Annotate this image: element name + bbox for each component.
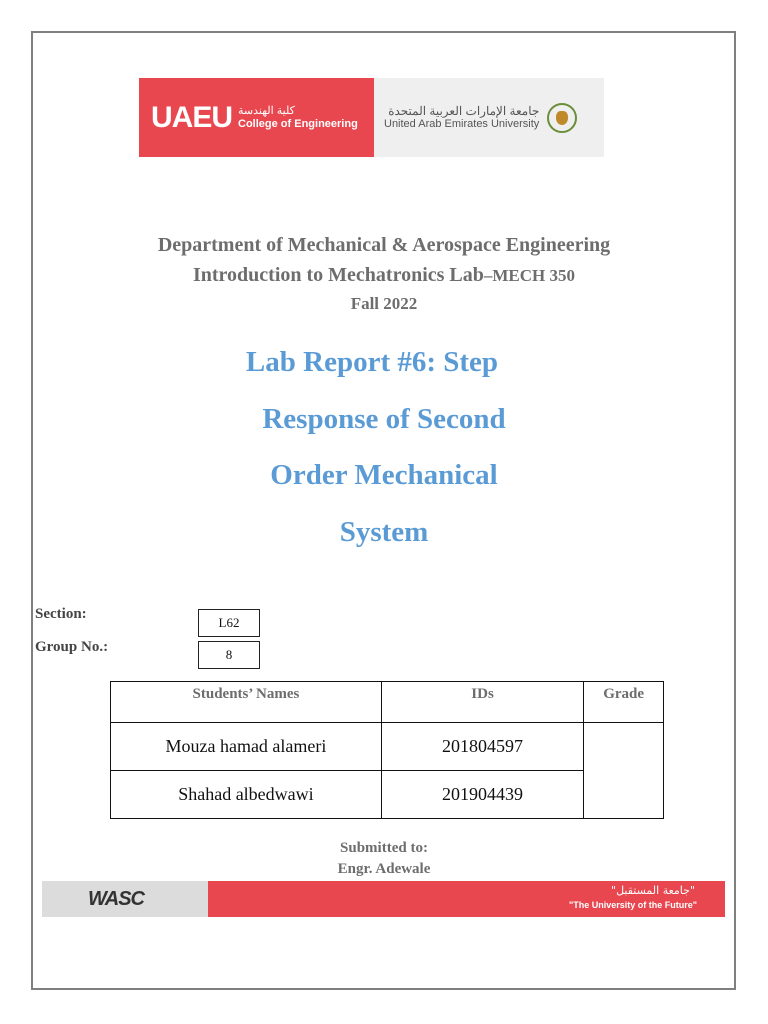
- section-value: L62: [198, 609, 260, 637]
- university-seal-icon: [547, 103, 577, 133]
- table-row: [111, 771, 664, 819]
- slogan-en: "The University of the Future": [568, 900, 697, 910]
- university-name-ar: جامعة الإمارات العربية المتحدة: [388, 103, 540, 118]
- course-line: [0, 264, 768, 287]
- table-row: [111, 723, 664, 771]
- report-title-line-3: Order Mechanical: [270, 459, 498, 491]
- report-title-line-2: Response of Second: [262, 403, 506, 435]
- slogan-ar: "جامعة المستقبل": [611, 884, 695, 897]
- logo-university-panel: [374, 78, 604, 157]
- college-name-en: College of Engineering: [238, 117, 358, 130]
- logo-college-panel: [139, 78, 374, 157]
- header-grade: Grade: [584, 682, 664, 723]
- student-name: Shahad albedwawi: [111, 771, 382, 819]
- group-value: 8: [198, 641, 260, 669]
- term: Fall 2022: [350, 294, 418, 313]
- wasc-logo-mark: WASC: [88, 887, 144, 910]
- report-title-line-1: Lab Report #6: Step: [245, 346, 499, 378]
- college-name-ar: كلية الهندسة: [238, 104, 295, 117]
- report-title-line-4: System: [339, 516, 429, 548]
- group-label: Group No.:: [35, 639, 109, 655]
- grade-cell: [584, 723, 664, 819]
- course-name: Introduction to Mechatronics Lab: [192, 264, 484, 286]
- wasc-logo: [42, 881, 208, 917]
- slogan-panel: [208, 881, 725, 917]
- department-name: Department of Mechanical & Aerospace Engineering: [157, 234, 611, 256]
- student-id: 201904439: [381, 771, 583, 819]
- header-ids: IDs: [381, 682, 583, 723]
- submitted-to-label: Submitted to:: [340, 840, 428, 856]
- uaeu-logo: [139, 78, 604, 157]
- student-name: Mouza hamad alameri: [111, 723, 382, 771]
- course-code: –MECH 350: [483, 266, 576, 285]
- footer-banner: [42, 881, 725, 917]
- students-table: [110, 681, 664, 819]
- instructor-name: Engr. Adewale: [337, 861, 431, 877]
- student-id: 201804597: [381, 723, 583, 771]
- header-names: Students’ Names: [111, 682, 382, 723]
- table-header-row: [111, 682, 664, 723]
- section-label: Section:: [35, 606, 87, 622]
- university-name-en: United Arab Emirates University: [384, 118, 540, 131]
- uaeu-logo-mark: UAEU: [151, 100, 233, 134]
